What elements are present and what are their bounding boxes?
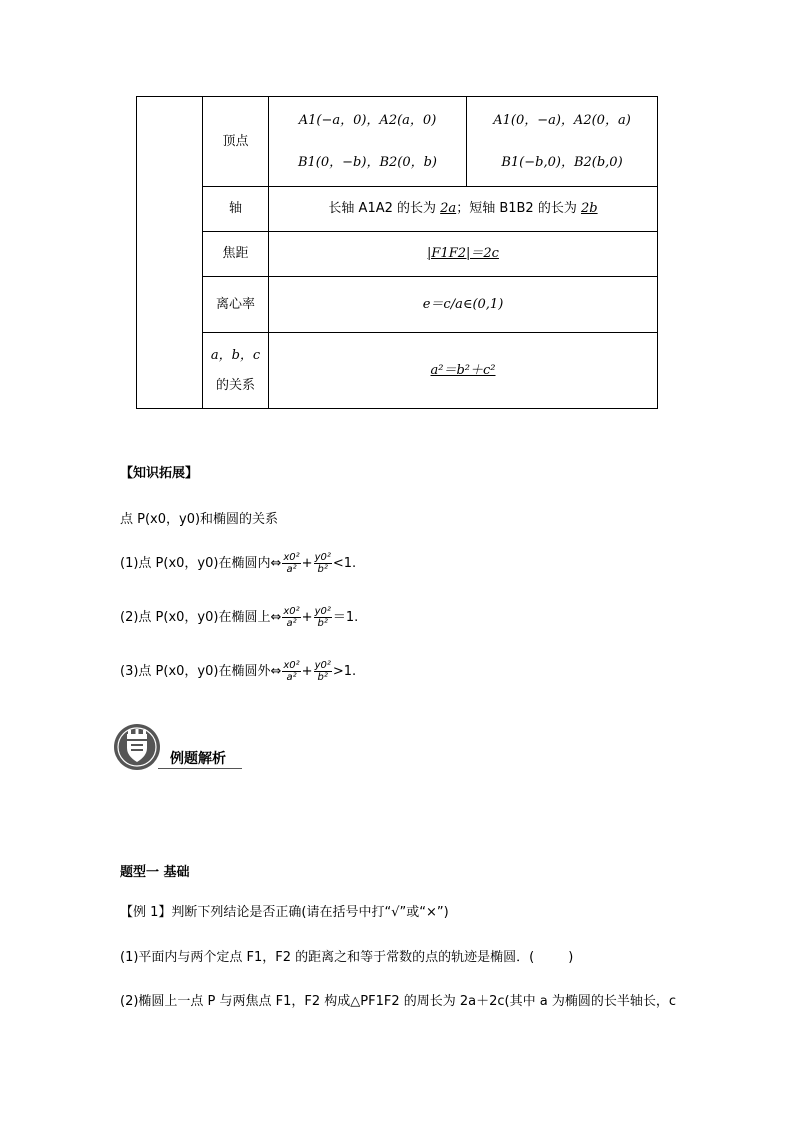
inequality-inside-suffix: <1. [332,556,357,571]
inequality-on-prefix: (2)点 P(x0，y0)在椭圆上⇔ [120,610,282,625]
vertex-horizontal-a: A1(−a，0)，A2(a，0) [298,112,437,128]
focal-value [269,232,658,277]
vertex-horizontal-cell [269,97,467,187]
frac-y: $\frac{\text{y0²}}{\text{b²}}$ [314,606,331,629]
table-merged-left-cell [137,97,203,409]
inequality-outside-prefix: (3)点 P(x0，y0)在椭圆外⇔ [120,664,282,679]
extension-heading: 【知识拓展】 [120,466,199,481]
axis-value [269,187,658,232]
type-heading: 题型一 基础 [120,865,190,880]
crown-bust-icon [112,722,162,772]
question-2: (2)椭圆上一点 P 与两焦点 F1，F2 构成△PF1F2 的周长为 2a＋2c(其中 a 为椭圆的长半轴长，c [120,994,676,1009]
inequality-on-suffix: ＝1. [332,610,359,625]
relation-label-line1: a，b，c [210,347,261,363]
inequality-inside-prefix: (1)点 P(x0，y0)在椭圆内⇔ [120,556,282,571]
inequality-on: (2)点 P(x0，y0)在椭圆上⇔ $\frac{\text{x0²}}{\text{a²}}$ + $\frac{\text{y0²}}{\text{b²}}$ ＝1. [120,606,359,629]
relation-label [203,333,269,409]
vertex-label: 顶点 [203,97,269,187]
frac-y: $\frac{\text{y0²}}{\text{b²}}$ [314,552,331,575]
eccentricity-formula: e＝c/a∈(0,1) [422,296,504,312]
frac-y: $\frac{\text{y0²}}{\text{b²}}$ [314,660,331,683]
relation-label-line2: 的关系 [215,377,255,393]
eccentricity-label: 离心率 [203,277,269,333]
axis-major-length: 2a [440,201,457,217]
axis-minor-length: 2b [580,201,598,217]
extension-intro: 点 P(x0，y0)和椭圆的关系 [120,512,279,527]
question-1-text: (1)平面内与两个定点 F1，F2 的距离之和等于常数的点的轨迹是椭圆．( [120,950,535,965]
ellipse-properties-table [136,96,658,409]
focal-label: 焦距 [203,232,269,277]
vertex-vertical-cell [467,97,658,187]
vertex-vertical-b: B1(−b,0)，B2(b,0) [501,154,623,170]
example-label: 【例 1】判断下列结论是否正确(请在括号中打“√”或“×”) [120,905,449,920]
section-rule [158,768,242,769]
axis-label: 轴 [203,187,269,232]
vertex-horizontal-b: B1(0，−b)，B2(0，b) [297,154,437,170]
question-1: (1)平面内与两个定点 F1，F2 的距离之和等于常数的点的轨迹是椭圆．( ) [120,950,574,965]
inequality-outside: (3)点 P(x0，y0)在椭圆外⇔ $\frac{\text{x0²}}{\text{a²}}$ + $\frac{\text{y0²}}{\text{b²}}$ >1. [120,660,357,683]
vertex-vertical-a: A1(0，−a)，A2(0，a) [493,112,631,128]
relation-formula: a²＝b²＋c² [430,362,496,378]
inequality-outside-suffix: >1. [332,664,357,679]
focal-formula: |F1F2|＝2c [427,246,499,262]
relation-value [269,333,658,409]
section-title: 例题解析 [170,751,226,767]
frac-x: $\frac{\text{x0²}}{\text{a²}}$ [283,660,300,683]
axis-prefix: 长轴 A1A2 的长为 [328,201,437,217]
eccentricity-value [269,277,658,333]
frac-x: $\frac{\text{x0²}}{\text{a²}}$ [283,606,300,629]
axis-middle: ；短轴 B1B2 的长为 [456,201,577,217]
inequality-inside: (1)点 P(x0，y0)在椭圆内⇔ $\frac{\text{x0²}}{\text{a²}}$ + $\frac{\text{y0²}}{\text{b²}}$ <1. [120,552,357,575]
frac-x: $\frac{\text{x0²}}{\text{a²}}$ [283,552,300,575]
